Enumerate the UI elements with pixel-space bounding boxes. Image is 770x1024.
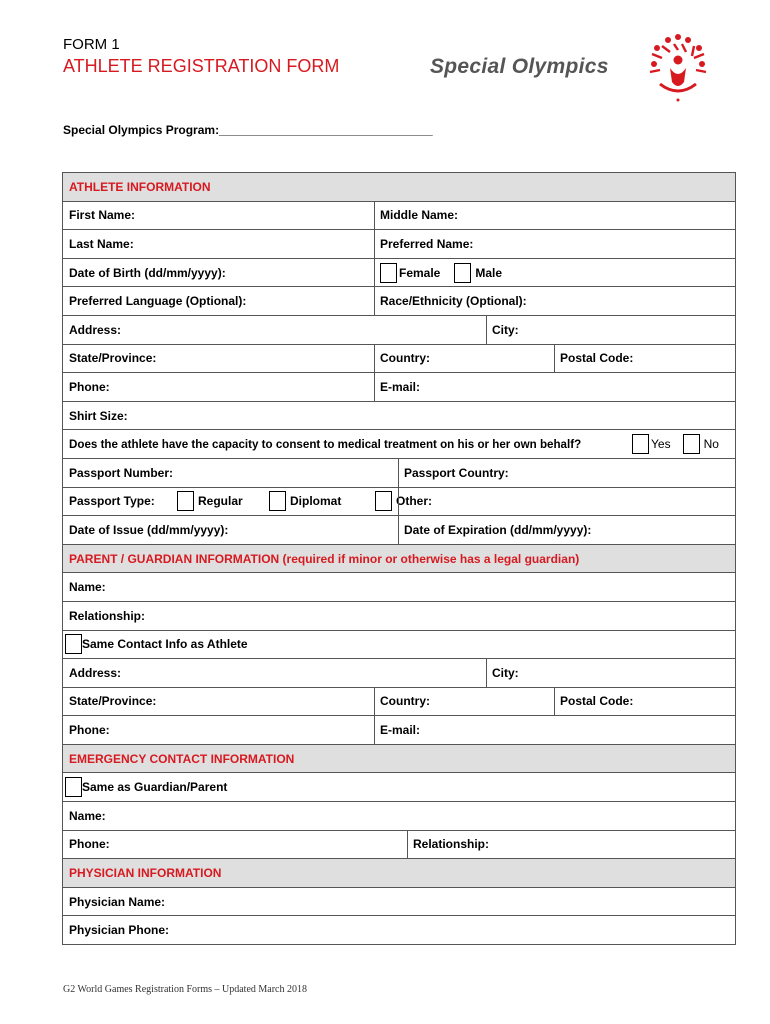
emergency-phone-field[interactable]: Phone: — [69, 837, 110, 852]
guardian-state-field[interactable]: State/Province: — [69, 694, 157, 709]
guardian-row-address — [63, 658, 735, 687]
middle-name-field[interactable]: Middle Name: — [380, 208, 459, 223]
female-label: Female — [399, 265, 441, 280]
athlete-row-phone — [63, 372, 735, 401]
physician-section-title: PHYSICIAN INFORMATION — [69, 866, 222, 881]
consent-yes-checkbox[interactable] — [632, 434, 649, 454]
physician-name-field[interactable]: Physician Name: — [69, 894, 166, 909]
special-olympics-logo-icon — [648, 34, 708, 106]
guardian-email-field[interactable]: E-mail: — [380, 723, 421, 738]
emergency-row-name — [63, 801, 735, 830]
athlete-row-language — [63, 286, 735, 315]
country-field[interactable]: Country: — [380, 351, 430, 366]
passport-number-field[interactable]: Passport Number: — [69, 465, 174, 480]
guardian-row-phone — [63, 715, 735, 744]
athlete-row-dob — [63, 258, 735, 287]
emergency-section-header — [63, 744, 735, 773]
diplomat-label: Diplomat — [290, 494, 342, 509]
same-contact-label: Same Contact Info as Athlete — [82, 637, 248, 652]
phone-field[interactable]: Phone: — [69, 379, 110, 394]
brand-wordmark: Special Olympics — [430, 55, 609, 78]
athlete-section-header — [63, 172, 735, 201]
same-contact-option[interactable] — [63, 631, 248, 659]
first-name-field[interactable]: First Name: — [69, 208, 136, 223]
same-as-guardian-checkbox[interactable] — [65, 777, 82, 797]
state-field[interactable]: State/Province: — [69, 351, 157, 366]
consent-yes-label: Yes — [651, 437, 671, 452]
emergency-row-phone — [63, 830, 735, 859]
guardian-row-same-contact — [63, 630, 735, 659]
regular-checkbox[interactable] — [177, 491, 194, 511]
guardian-section-header — [63, 544, 735, 573]
consent-question: Does the athlete have the capacity to consent to medical treatment on his or her own behalf? — [69, 437, 582, 451]
athlete-section-title: ATHLETE INFORMATION — [69, 179, 211, 194]
guardian-country-field[interactable]: Country: — [380, 694, 430, 709]
city-field[interactable]: City: — [492, 322, 519, 337]
physician-phone-field[interactable]: Physician Phone: — [69, 923, 170, 938]
race-ethnicity-field[interactable]: Race/Ethnicity (Optional): — [380, 294, 527, 309]
consent-no-checkbox[interactable] — [683, 434, 700, 454]
form-number: FORM 1 — [63, 36, 120, 53]
form-title: ATHLETE REGISTRATION FORM — [63, 56, 340, 76]
female-checkbox[interactable] — [380, 263, 397, 283]
date-of-issue-field[interactable]: Date of Issue (dd/mm/yyyy): — [69, 522, 229, 537]
male-option[interactable] — [454, 263, 502, 283]
emergency-section-title: EMERGENCY CONTACT INFORMATION — [69, 751, 295, 766]
guardian-relationship-field[interactable]: Relationship: — [69, 608, 146, 623]
program-line[interactable]: Special Olympics Program:________________________________ — [63, 123, 433, 137]
same-as-guardian-option[interactable] — [63, 773, 227, 801]
address-field[interactable]: Address: — [69, 322, 122, 337]
physician-row-name — [63, 887, 735, 916]
postal-code-field[interactable]: Postal Code: — [560, 351, 634, 366]
passport-country-field[interactable]: Passport Country: — [404, 465, 509, 480]
athlete-row-passport-type — [63, 487, 735, 516]
athlete-row-passport — [63, 458, 735, 487]
athlete-row-shirt — [63, 401, 735, 430]
last-name-field[interactable]: Last Name: — [69, 236, 134, 251]
consent-options — [628, 430, 719, 458]
page-footer: G2 World Games Registration Forms – Updated March 2018 — [63, 984, 307, 995]
emergency-relationship-field[interactable]: Relationship: — [413, 837, 490, 852]
athlete-row-state — [63, 344, 735, 373]
guardian-city-field[interactable]: City: — [492, 665, 519, 680]
guardian-row-name — [63, 572, 735, 601]
same-as-guardian-label: Same as Guardian/Parent — [82, 780, 228, 795]
consent-no-label: No — [703, 437, 719, 452]
other-option[interactable] — [371, 488, 432, 516]
regular-option[interactable] — [173, 488, 243, 516]
other-checkbox[interactable] — [375, 491, 392, 511]
female-option[interactable] — [380, 263, 440, 283]
guardian-name-field[interactable]: Name: — [69, 580, 106, 595]
preferred-name-field[interactable]: Preferred Name: — [380, 236, 474, 251]
guardian-section-title: PARENT / GUARDIAN INFORMATION (required if minor or otherwise has a legal guardian) — [69, 551, 580, 566]
date-of-expiration-field[interactable]: Date of Expiration (dd/mm/yyyy): — [404, 522, 592, 537]
passport-type-label: Passport Type: — [69, 494, 155, 509]
male-label: Male — [475, 265, 503, 280]
athlete-row-consent — [63, 429, 735, 458]
preferred-language-field[interactable]: Preferred Language (Optional): — [69, 294, 247, 309]
email-field[interactable]: E-mail: — [380, 379, 421, 394]
same-contact-checkbox[interactable] — [65, 634, 82, 654]
consent-no-option[interactable] — [683, 434, 719, 454]
guardian-postal-code-field[interactable]: Postal Code: — [560, 694, 634, 709]
athlete-row-dates — [63, 515, 735, 544]
other-label: Other: — [396, 494, 432, 509]
guardian-row-relationship — [63, 601, 735, 630]
consent-yes-option[interactable] — [632, 434, 671, 454]
athlete-row-name — [63, 201, 735, 230]
athlete-row-address — [63, 315, 735, 344]
regular-label: Regular — [198, 494, 243, 509]
physician-row-phone — [63, 915, 735, 944]
guardian-row-state — [63, 687, 735, 716]
dob-field[interactable]: Date of Birth (dd/mm/yyyy): — [69, 265, 226, 280]
emergency-name-field[interactable]: Name: — [69, 808, 106, 823]
registration-table — [62, 172, 736, 945]
male-checkbox[interactable] — [454, 263, 471, 283]
diplomat-option[interactable] — [265, 488, 341, 516]
emergency-row-same-as — [63, 772, 735, 801]
gender-options — [374, 259, 502, 287]
physician-section-header — [63, 858, 735, 887]
diplomat-checkbox[interactable] — [269, 491, 286, 511]
guardian-phone-field[interactable]: Phone: — [69, 723, 110, 738]
guardian-address-field[interactable]: Address: — [69, 665, 122, 680]
athlete-row-last-name — [63, 229, 735, 258]
shirt-size-field[interactable]: Shirt Size: — [69, 408, 128, 423]
